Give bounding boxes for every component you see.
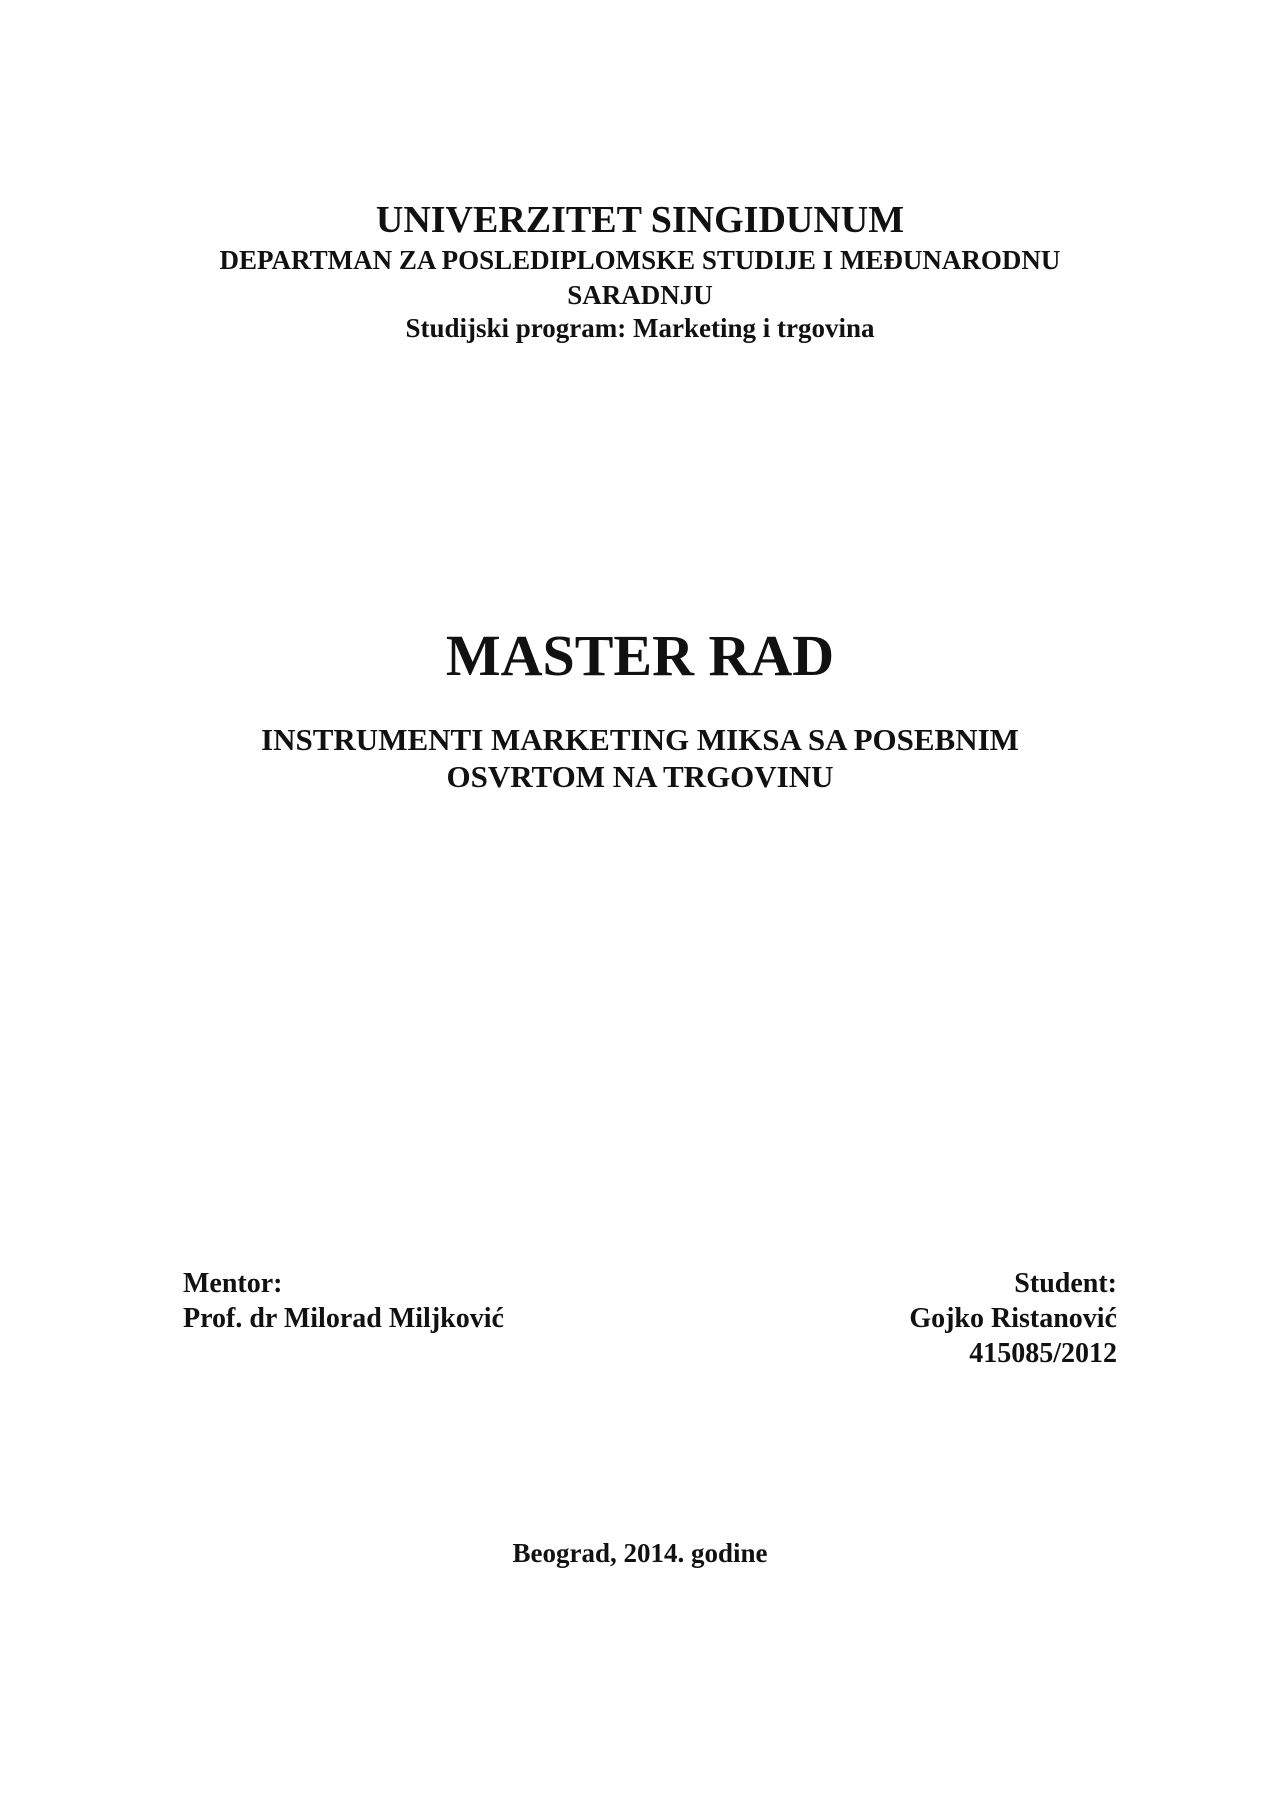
- mentor-block: [183, 1266, 504, 1336]
- department-line-1: DEPARTMAN ZA POSLEDIPLOMSKE STUDIJE I MEĐUNARODNU: [219, 245, 1061, 275]
- thesis-title-line-2: OSVRTOM NA TRGOVINU: [446, 759, 834, 794]
- university-name: UNIVERZITET SINGIDUNUM: [375, 199, 905, 241]
- thesis-title-line-1: INSTRUMENTI MARKETING MIKSA SA POSEBNIM: [261, 722, 1019, 757]
- document-type-title: MASTER RAD: [445, 623, 835, 688]
- study-program: Studijski program: Marketing i trgovina: [405, 313, 875, 343]
- student-block: [909, 1266, 1117, 1371]
- place-and-year: Beograd, 2014. godine: [512, 1538, 768, 1568]
- student-index: 415085/2012: [969, 1338, 1117, 1369]
- mentor-label: Mentor:: [183, 1268, 283, 1299]
- student-label: Student:: [1014, 1268, 1117, 1299]
- department-line-2: SARADNJU: [567, 280, 713, 310]
- student-name: Gojko Ristanović: [909, 1303, 1117, 1334]
- mentor-name: Prof. dr Milorad Miljković: [183, 1303, 504, 1334]
